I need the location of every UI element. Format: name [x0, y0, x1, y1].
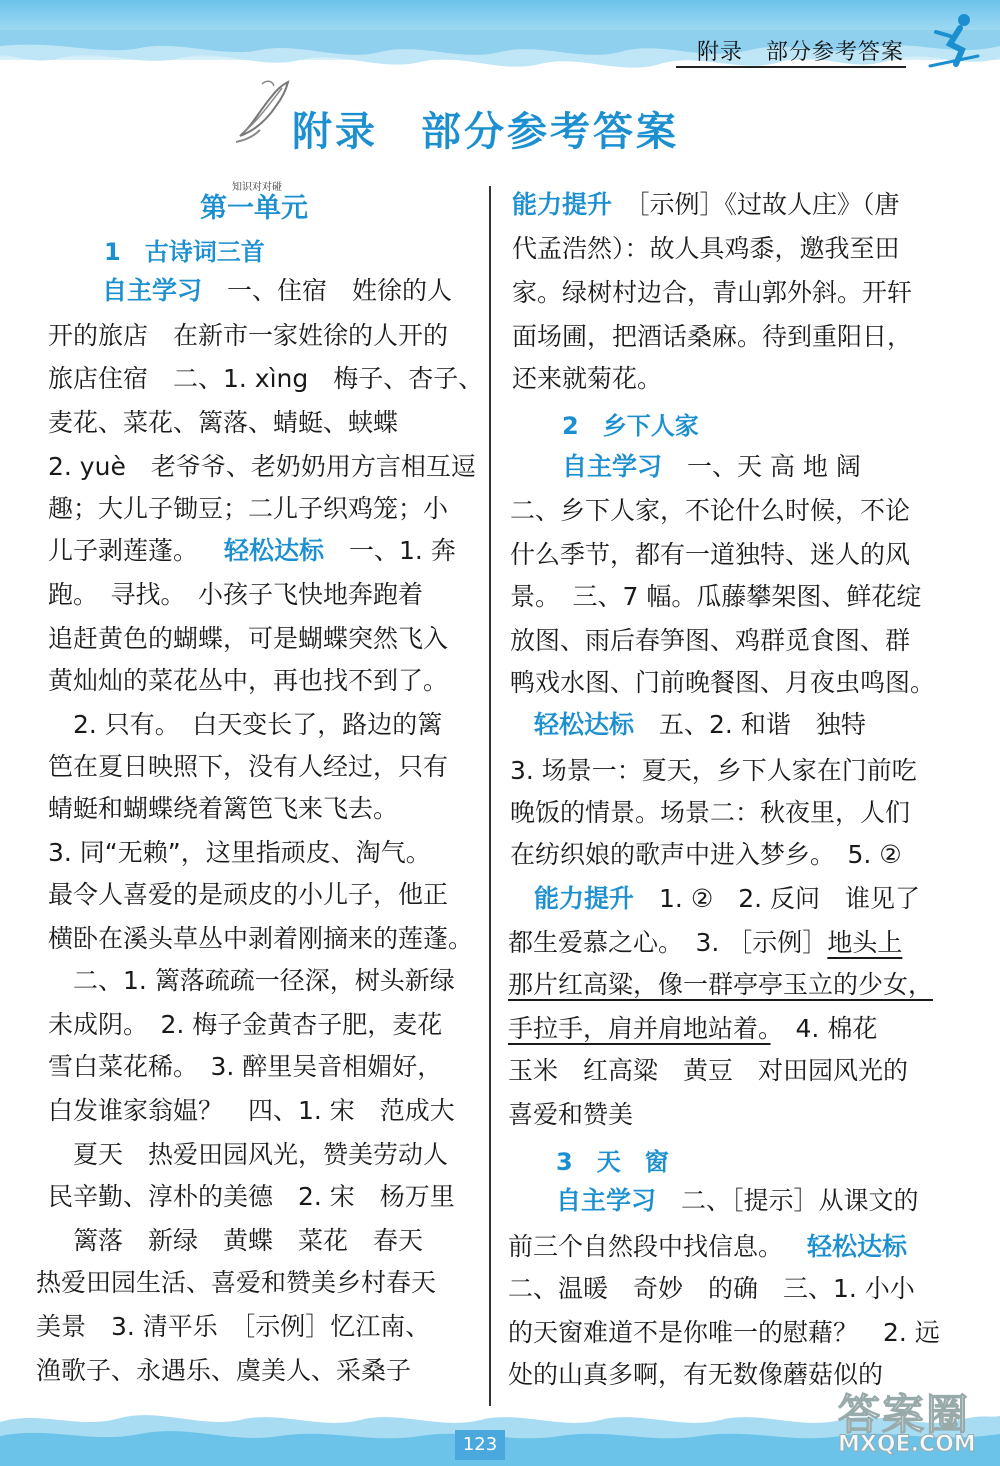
section-label: 轻松达标: [807, 1232, 908, 1261]
answer-line: 的天窗难道不是你唯一的慰藉？ 2. 远: [508, 1318, 940, 1347]
lesson-3-title: 3 天 窗: [556, 1148, 669, 1176]
section-label: 轻松达标: [224, 536, 325, 565]
leaf-pen-icon: [232, 76, 296, 146]
answer-line: 还来就菊花。: [512, 364, 663, 393]
page-title: 附录 部分参考答案: [292, 109, 679, 155]
answer-line: 黄灿灿的菜花丛中，再也找不到了。: [48, 666, 449, 695]
underlined-answer: 手拉手，肩并肩地站着。: [508, 1014, 771, 1043]
answer-line: 能力提升 1. ② 2. 反问 谁见了: [534, 884, 921, 913]
page-number: 123: [455, 1430, 505, 1460]
watermark-top: 答案圈: [838, 1390, 971, 1439]
answer-line: 轻松达标 五、2. 和谐 独特: [534, 710, 866, 739]
answer-line: 开的旅店 在新市一家姓徐的人开的: [48, 321, 449, 350]
underlined-answer: 地头上: [827, 928, 903, 957]
answer-line: 家。绿树村边合，青山郭外斜。开轩: [512, 278, 913, 307]
answer-line: 代孟浩然）：故人具鸡黍，邀我至田: [512, 234, 900, 263]
answer-line: 3. 场景一：夏天，乡下人家在门前吃: [510, 756, 917, 785]
answer-line: 二、乡下人家，不论什么时候，不论: [510, 496, 911, 525]
answer-line: 景。 三、7 幅。瓜藤攀架图、鲜花绽: [510, 582, 922, 611]
answer-line: 前三个自然段中找信息。 轻松达标: [508, 1232, 908, 1261]
section-label: 能力提升: [512, 190, 613, 219]
answer-line: 能力提升 ［示例］《过故人庄》（唐: [512, 190, 900, 219]
answer-line: 追赶黄色的蝴蝶，可是蝴蝶突然飞入: [48, 624, 449, 653]
answer-line: 热爱田园生活、喜爱和赞美乡村春天: [36, 1268, 437, 1297]
answer-line: 横卧在溪头草丛中剥着刚摘来的莲蓬。: [48, 924, 474, 953]
lesson-2-title: 2 乡下人家: [562, 412, 699, 440]
answer-line: 趣；大儿子锄豆；二儿子织鸡笼；小: [48, 494, 449, 523]
answer-line: 美景 3. 清平乐 ［示例］忆江南、: [36, 1312, 431, 1341]
answer-line: 渔歌子、永遇乐、虞美人、采桑子: [36, 1356, 412, 1385]
answer-line: 手拉手，肩并肩地站着。 4. 棉花: [508, 1014, 878, 1043]
answer-line: 笆在夏日映照下，没有人经过，只有: [48, 752, 449, 781]
answer-line: 自主学习 一、住宿 姓徐的人: [102, 276, 453, 305]
section-label: 自主学习: [562, 452, 663, 481]
watermark: [828, 1380, 998, 1462]
column-divider: [489, 186, 491, 1406]
answer-line: 儿子剥莲蓬。 轻松达标 一、1. 奔: [48, 536, 456, 565]
answer-line: 晚饭的情景。场景二：秋夜里，人们: [510, 798, 911, 827]
section-label: 能力提升: [534, 884, 635, 913]
answer-line: 2. 只有。 白天变长了，路边的篱: [48, 710, 443, 739]
answer-line: 什么季节，都有一道独特、迷人的风: [510, 540, 911, 569]
answer-line: 面场圃，把酒话桑麻。待到重阳日，: [512, 322, 913, 351]
section-label: 自主学习: [102, 276, 203, 305]
answer-line: 最令人喜爱的是顽皮的小儿子，他正: [48, 880, 449, 909]
answer-line: 麦花、菜花、篱落、蜻蜓、蛱蝶: [48, 408, 399, 437]
answer-line: 未成阴。 2. 梅子金黄杏子肥，麦花: [48, 1010, 443, 1039]
underlined-answer: 那片红高粱，像一群亭亭玉立的少女，: [508, 970, 934, 999]
answer-line: 自主学习 一、天 高 地 阔: [562, 452, 861, 481]
answer-line: 二、1. 篱落疏疏一径深，树头新绿: [48, 966, 455, 995]
section-label: 轻松达标: [534, 710, 635, 739]
answer-line: 篱落 新绿 黄蝶 菜花 春天: [48, 1226, 424, 1255]
answer-line: 2. yuè 老爷爷、老奶奶用方言相互逗: [48, 452, 476, 481]
answer-line: 都生爱慕之心。 3. ［示例］地头上: [508, 928, 903, 957]
skier-icon: [920, 10, 984, 70]
running-header: 附录 部分参考答案: [696, 40, 904, 65]
answer-line: 放图、雨后春笋图、鸡群觅食图、群: [510, 626, 911, 655]
answer-line: 白发谁家翁媪？ 四、1. 宋 范成大: [48, 1096, 455, 1125]
answer-line: 二、温暖 奇妙 的确 三、1. 小小: [508, 1274, 915, 1303]
answer-line: 旅店住宿 二、1. xìng 梅子、杏子、: [48, 364, 484, 393]
unit-title: 第一单元: [200, 193, 308, 224]
header-underline: [676, 66, 906, 68]
answer-line: 在纺织娘的歌声中进入梦乡。 5. ②: [510, 840, 902, 869]
answer-line: 处的山真多啊，有无数像蘑菇似的: [508, 1360, 884, 1389]
watermark-bottom: MXQE.COM: [838, 1432, 976, 1457]
answer-line: [508, 970, 933, 1002]
answer-line: 鸭戏水图、门前晚餐图、月夜虫鸣图。: [510, 668, 936, 697]
answer-line: 雪白菜花稀。 3. 醉里吴音相媚好，: [48, 1052, 443, 1081]
answer-line: 玉米 红高粱 黄豆 对田园风光的: [508, 1056, 909, 1085]
lesson-1-title: 1 古诗词三首: [104, 238, 265, 266]
answer-line: 蜻蜓和蝴蝶绕着篱笆飞来飞去。: [48, 794, 399, 823]
answer-line: 喜爱和赞美: [508, 1100, 634, 1129]
answer-line: 夏天 热爱田园风光，赞美劳动人: [48, 1140, 449, 1169]
answer-line: 民辛勤、淳朴的美德 2. 宋 杨万里: [48, 1182, 455, 1211]
section-label: 自主学习: [556, 1186, 657, 1215]
answer-line: 自主学习 二、［提示］从课文的: [556, 1186, 919, 1215]
answer-line: 跑。 寻找。 小孩子飞快地奔跑着: [48, 580, 424, 609]
answer-line: 3. 同“无赖”，这里指顽皮、淘气。: [48, 838, 431, 867]
unit-tag: 知识对对碰: [232, 182, 282, 193]
